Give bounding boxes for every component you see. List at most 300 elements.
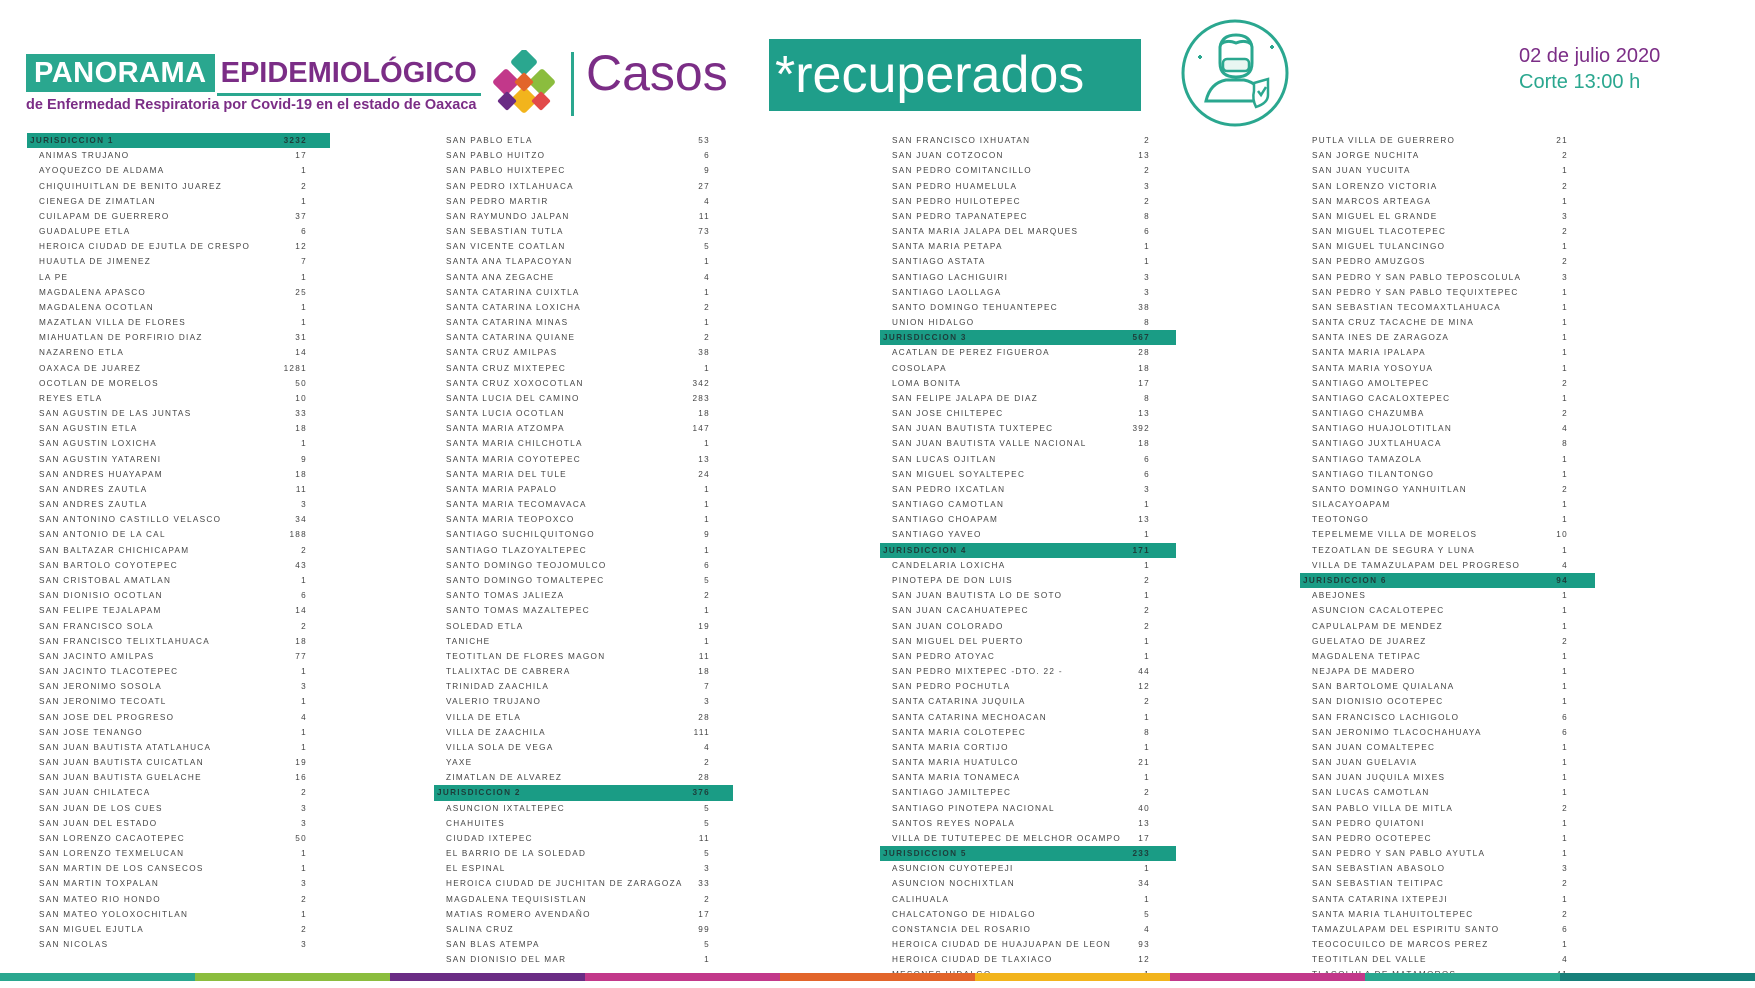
table-row — [880, 831, 1176, 846]
municipality-name: SAN MARTIN TOXPALAN — [39, 879, 160, 889]
table-row — [1300, 634, 1595, 649]
municipality-name: SAN FELIPE TEJALAPAM — [39, 606, 162, 616]
recovered-count: 18 — [698, 667, 710, 677]
recovered-count: 1 — [1562, 773, 1568, 783]
municipality-name: CIENEGA DE ZIMATLAN — [39, 196, 156, 206]
recovered-count: 2 — [1144, 196, 1150, 206]
municipality-name: HEROICA CIUDAD DE EJUTLA DE CRESPO — [39, 242, 251, 252]
municipality-name: TANICHE — [446, 636, 491, 646]
recovered-count: 1 — [1562, 651, 1568, 661]
table-row — [27, 330, 330, 345]
recovered-count: 8 — [1144, 727, 1150, 737]
table-row — [434, 330, 733, 345]
recovered-count: 14 — [295, 348, 307, 358]
municipality-name: VILLA DE TAMAZULAPAM DEL PROGRESO — [1312, 560, 1521, 570]
municipality-name: SAN ANTONIO DE LA CAL — [39, 530, 166, 540]
recovered-count: 21 — [1138, 758, 1150, 768]
table-row — [27, 831, 330, 846]
recovered-count: 3 — [1144, 287, 1150, 297]
table-row — [27, 573, 330, 588]
table-row — [1300, 361, 1595, 376]
recovered-count: 188 — [289, 530, 307, 540]
recovered-count: 12 — [1138, 682, 1150, 692]
municipality-name: TEZOATLAN DE SEGURA Y LUNA — [1312, 545, 1476, 555]
municipality-name: SANTIAGO LAOLLAGA — [892, 287, 1002, 297]
table-row — [1300, 876, 1595, 891]
municipality-name: SAN ANDRES ZAUTLA — [39, 484, 148, 494]
recovered-count: 1 — [1562, 788, 1568, 798]
recovered-count: 34 — [1138, 879, 1150, 889]
recovered-count: 1 — [1144, 651, 1150, 661]
municipality-name: COSOLAPA — [892, 363, 947, 373]
recovered-count: 11 — [698, 211, 710, 221]
table-row — [27, 300, 330, 315]
municipality-name: SAN PABLO HUITZO — [446, 151, 546, 161]
recovered-count: 3 — [1144, 272, 1150, 282]
table-row — [27, 148, 330, 163]
recovered-count: 1 — [704, 287, 710, 297]
recovered-count: 73 — [698, 227, 710, 237]
recovered-count: 1 — [301, 575, 307, 585]
municipality-name: MATIAS ROMERO AVENDAÑO — [446, 909, 591, 919]
table-row — [434, 406, 733, 421]
recovered-count: 2 — [1144, 136, 1150, 145]
municipality-name: HUAUTLA DE JIMENEZ — [39, 257, 152, 267]
recovered-count: 1 — [704, 606, 710, 616]
table-row — [434, 922, 733, 937]
table-row — [880, 619, 1176, 634]
municipality-name: VILLA DE ZAACHILA — [446, 727, 546, 737]
recovered-count: 3 — [1144, 484, 1150, 494]
table-row — [880, 801, 1176, 816]
table-row — [27, 224, 330, 239]
municipality-name: SANTIAGO JAMILTEPEC — [892, 788, 1012, 798]
recovered-count: 1 — [301, 302, 307, 312]
recovered-count: 1 — [1562, 545, 1568, 555]
table-row — [1300, 330, 1595, 345]
table-row — [434, 179, 733, 194]
municipality-name: SANTIAGO CACALOXTEPEC — [1312, 393, 1451, 403]
municipality-name: SAN JERONIMO TECOATL — [39, 697, 167, 707]
jurisdiction-total: 171 — [1132, 545, 1150, 555]
table-row — [1300, 801, 1595, 816]
municipality-name: SANTIAGO CAMOTLAN — [892, 500, 1005, 510]
table-row — [434, 436, 733, 451]
recovered-count: 1 — [301, 196, 307, 206]
recovered-count: 283 — [692, 393, 710, 403]
table-row — [1300, 179, 1595, 194]
municipality-name: SAN JUAN BAUTISTA VALLE NACIONAL — [892, 439, 1087, 449]
table-row — [880, 710, 1176, 725]
recovered-count: 1 — [1562, 621, 1568, 631]
recovered-count: 18 — [1138, 439, 1150, 449]
municipality-name: SANTA CRUZ AMILPAS — [446, 348, 558, 358]
table-row — [880, 254, 1176, 269]
table-column-4 — [1300, 133, 1595, 983]
table-row — [27, 846, 330, 861]
table-row — [880, 421, 1176, 436]
table-row — [434, 831, 733, 846]
jurisdiction-total: 233 — [1132, 849, 1150, 859]
recovered-count: 11 — [698, 833, 710, 843]
municipality-name: SAN JUAN BAUTISTA LO DE SOTO — [892, 591, 1063, 601]
municipality-name: HEROICA CIUDAD DE TLAXIACO — [892, 955, 1053, 965]
municipality-name: SANTA MARIA PETAPA — [892, 242, 1003, 252]
municipality-name: SAN PEDRO HUAMELULA — [892, 181, 1018, 191]
recovered-count: 1 — [1144, 257, 1150, 267]
recovered-count: 1 — [704, 545, 710, 555]
municipality-name: TLALIXTAC DE CABRERA — [446, 667, 571, 677]
table-row — [434, 543, 733, 558]
municipality-name: SAN PEDRO IXTLAHUACA — [446, 181, 574, 191]
municipality-name: SANTA MARIA TONAMECA — [892, 773, 1021, 783]
municipality-name: SAN PEDRO HUILOTEPEC — [892, 196, 1021, 206]
color-stripe — [195, 973, 390, 981]
table-row — [1300, 922, 1595, 937]
recovered-count: 7 — [704, 682, 710, 692]
municipality-name: SANTA CATARINA MECHOACAN — [892, 712, 1047, 722]
table-row — [880, 133, 1176, 148]
recovered-count: 2 — [301, 924, 307, 934]
table-row — [880, 861, 1176, 876]
recovered-count: 1 — [301, 166, 307, 176]
table-row — [27, 892, 330, 907]
recovered-count: 1 — [704, 500, 710, 510]
recovered-count: 2 — [1562, 803, 1568, 813]
recovered-count: 1 — [301, 439, 307, 449]
table-row — [27, 725, 330, 740]
municipality-name: MAGDALENA TEQUISISTLAN — [446, 894, 587, 904]
recovered-count: 6 — [301, 591, 307, 601]
municipality-name: OAXACA DE JUAREZ — [39, 363, 142, 373]
recovered-count: 1 — [301, 742, 307, 752]
municipality-name: SANTIAGO ASTATA — [892, 257, 986, 267]
color-stripe — [1560, 973, 1755, 981]
recovered-count: 17 — [698, 909, 710, 919]
jurisdiction-name: JURISDICCION 6 — [1303, 575, 1387, 585]
table-row — [880, 285, 1176, 300]
recovered-count: 4 — [301, 712, 307, 722]
table-row — [1300, 376, 1595, 391]
recovered-count: 1 — [1562, 348, 1568, 358]
table-row — [434, 603, 733, 618]
jurisdiction-row — [27, 133, 330, 148]
municipality-name: SAN JOSE CHILTEPEC — [892, 409, 1004, 419]
table-row — [434, 694, 733, 709]
municipality-name: SAN PEDRO Y SAN PABLO TEQUIXTEPEC — [1312, 287, 1519, 297]
municipality-name: SALINA CRUZ — [446, 924, 514, 934]
color-stripe — [0, 973, 195, 981]
recovered-count: 3 — [704, 697, 710, 707]
municipality-name: SANTO DOMINGO TOMALTEPEC — [446, 575, 605, 585]
recovered-count: 2 — [704, 302, 710, 312]
table-row — [880, 755, 1176, 770]
municipality-name: SAN ANTONINO CASTILLO VELASCO — [39, 515, 222, 525]
municipality-name: SAN BLAS ATEMPA — [446, 940, 540, 950]
recovered-count: 1 — [1562, 894, 1568, 904]
recovered-count: 1 — [1562, 742, 1568, 752]
recovered-count: 1 — [1144, 530, 1150, 540]
municipality-name: SANTA ANA ZEGACHE — [446, 272, 555, 282]
recovered-count: 1 — [1144, 591, 1150, 601]
municipality-name: SAN PEDRO COMITANCILLO — [892, 166, 1032, 176]
recovered-count: 2 — [1562, 484, 1568, 494]
municipality-name: MAGDALENA TETIPAC — [1312, 651, 1422, 661]
table-row — [27, 482, 330, 497]
jurisdiction-name: JURISDICCION 5 — [883, 849, 967, 859]
municipality-name: REYES ETLA — [39, 393, 103, 403]
table-row — [27, 907, 330, 922]
recovered-count: 11 — [698, 651, 710, 661]
table-row — [27, 179, 330, 194]
table-row — [880, 179, 1176, 194]
municipality-name: NAZARENO ETLA — [39, 348, 125, 358]
municipality-name: SAN SEBASTIAN TEITIPAC — [1312, 879, 1445, 889]
municipality-name: EL ESPINAL — [446, 864, 506, 874]
municipality-name: SAN PEDRO MARTIR — [446, 196, 549, 206]
table-row — [434, 452, 733, 467]
table-row — [880, 649, 1176, 664]
table-row — [880, 725, 1176, 740]
recovered-count: 50 — [295, 833, 307, 843]
municipality-name: SAN PEDRO TAPANATEPEC — [892, 211, 1028, 221]
recovered-count: 50 — [295, 378, 307, 388]
municipality-name: SANTA MARIA JALAPA DEL MARQUES — [892, 227, 1079, 237]
report-date: 02 de julio 2020 — [1519, 45, 1661, 67]
municipality-name: SAN JERONIMO TLACOCHAHUAYA — [1312, 727, 1482, 737]
table-row — [1300, 254, 1595, 269]
recovered-count: 1 — [1562, 393, 1568, 403]
recovered-count: 2 — [301, 894, 307, 904]
recovered-count: 1 — [1562, 363, 1568, 373]
jurisdiction-total: 376 — [692, 788, 710, 798]
recovered-count: 7 — [301, 257, 307, 267]
table-row — [434, 725, 733, 740]
recovered-count: 31 — [295, 333, 307, 343]
recovered-count: 18 — [1138, 363, 1150, 373]
recovered-count: 16 — [295, 773, 307, 783]
table-row — [1300, 527, 1595, 542]
recovered-count: 1 — [704, 636, 710, 646]
recovered-count: 2 — [1562, 151, 1568, 161]
table-row — [880, 452, 1176, 467]
table-row — [27, 785, 330, 800]
table-row — [1300, 436, 1595, 451]
municipality-name: SAN AGUSTIN DE LAS JUNTAS — [39, 409, 192, 419]
recovered-count: 1 — [1562, 242, 1568, 252]
table-row — [434, 892, 733, 907]
table-row — [1300, 345, 1595, 360]
recovered-count: 1 — [1562, 196, 1568, 206]
table-row — [434, 907, 733, 922]
table-row — [434, 801, 733, 816]
jurisdiction-total: 94 — [1556, 575, 1568, 585]
recovered-count: 9 — [704, 530, 710, 540]
jurisdiction-name: JURISDICCION 1 — [30, 136, 114, 145]
table-row — [880, 512, 1176, 527]
municipality-name: VILLA SOLA DE VEGA — [446, 742, 554, 752]
municipality-name: PINOTEPA DE DON LUIS — [892, 575, 1013, 585]
municipality-name: SAN JUAN CACAHUATEPEC — [892, 606, 1029, 616]
recovered-count: 1 — [1144, 742, 1150, 752]
table-row — [1300, 892, 1595, 907]
recovered-count: 1 — [1562, 682, 1568, 692]
table-row — [434, 573, 733, 588]
recovered-count: 1 — [301, 667, 307, 677]
table-row — [1300, 785, 1595, 800]
table-row — [27, 163, 330, 178]
municipality-name: SAN PEDRO POCHUTLA — [892, 682, 1011, 692]
municipality-name: SAN JUAN GUELAVIA — [1312, 758, 1418, 768]
table-row — [880, 376, 1176, 391]
municipality-name: TAMAZULAPAM DEL ESPIRITU SANTO — [1312, 924, 1500, 934]
recovered-count: 6 — [704, 560, 710, 570]
municipality-name: SAN JUAN BAUTISTA GUELACHE — [39, 773, 202, 783]
recovered-count: 5 — [704, 242, 710, 252]
table-row — [1300, 679, 1595, 694]
municipality-name: SANTO DOMINGO TEHUANTEPEC — [892, 302, 1058, 312]
table-row — [27, 937, 330, 952]
table-row — [434, 224, 733, 239]
table-row — [434, 239, 733, 254]
table-row — [1300, 603, 1595, 618]
municipality-name: SANTA CATARINA JUQUILA — [892, 697, 1026, 707]
table-row — [1300, 391, 1595, 406]
municipality-name: SAN MATEO RIO HONDO — [39, 894, 161, 904]
municipality-name: ASUNCION CUYOTEPEJI — [892, 864, 1014, 874]
table-row — [434, 391, 733, 406]
municipality-name: SANTA MARIA DEL TULE — [446, 469, 567, 479]
recovered-count: 17 — [1138, 378, 1150, 388]
table-row — [434, 376, 733, 391]
table-row — [434, 861, 733, 876]
municipality-name: SAN MIGUEL SOYALTEPEC — [892, 469, 1026, 479]
recovered-count: 3 — [1562, 864, 1568, 874]
municipality-name: SAN MIGUEL EJUTLA — [39, 924, 145, 934]
table-row — [434, 512, 733, 527]
municipality-name: GUELATAO DE JUAREZ — [1312, 636, 1427, 646]
jurisdiction-total: 567 — [1132, 333, 1150, 343]
recovered-count: 1 — [1144, 500, 1150, 510]
table-column-3 — [880, 133, 1176, 983]
recovered-count: 4 — [704, 742, 710, 752]
table-row — [434, 467, 733, 482]
recovered-count: 17 — [295, 151, 307, 161]
table-row — [27, 452, 330, 467]
recovered-count: 93 — [1138, 940, 1150, 950]
recovered-count: 1 — [704, 515, 710, 525]
recovered-count: 2 — [704, 591, 710, 601]
recovered-count: 3 — [301, 818, 307, 828]
municipality-name: SANTA INES DE ZARAGOZA — [1312, 333, 1450, 343]
recovered-count: 1 — [1562, 515, 1568, 525]
recovered-count: 2 — [704, 894, 710, 904]
recovered-count: 18 — [295, 424, 307, 434]
recovered-count: 1 — [1562, 667, 1568, 677]
table-row — [880, 907, 1176, 922]
jurisdiction-total: 3232 — [283, 136, 307, 145]
municipality-name: SANTA ANA TLAPACOYAN — [446, 257, 573, 267]
table-row — [1300, 770, 1595, 785]
table-row — [880, 785, 1176, 800]
recovered-count: 28 — [698, 773, 710, 783]
table-row — [27, 270, 330, 285]
municipality-name: SAN LUCAS CAMOTLAN — [1312, 788, 1430, 798]
municipality-name: TEOTITLAN DEL VALLE — [1312, 955, 1427, 965]
municipality-name: AYOQUEZCO DE ALDAMA — [39, 166, 165, 176]
recovered-count: 27 — [698, 181, 710, 191]
table-row — [1300, 148, 1595, 163]
table-row — [27, 254, 330, 269]
table-row — [27, 285, 330, 300]
table-row — [1300, 209, 1595, 224]
table-row — [27, 876, 330, 891]
table-row — [1300, 664, 1595, 679]
municipality-name: SAN JERONIMO SOSOLA — [39, 682, 162, 692]
recovered-count: 1 — [301, 318, 307, 328]
table-row — [880, 876, 1176, 891]
municipality-name: SAN DIONISIO OCOTLAN — [39, 591, 163, 601]
municipality-name: SAN SEBASTIAN ABASOLO — [1312, 864, 1446, 874]
recovered-count: 10 — [295, 393, 307, 403]
table-row — [1300, 300, 1595, 315]
municipality-name: SANTA CATARINA MINAS — [446, 318, 569, 328]
municipality-name: SAN PEDRO IXCATLAN — [892, 484, 1006, 494]
municipality-name: SAN PEDRO MIXTEPEC -DTO. 22 - — [892, 667, 1063, 677]
recovered-count: 1 — [704, 955, 710, 965]
table-row — [27, 694, 330, 709]
recovered-count: 6 — [1144, 227, 1150, 237]
table-row — [1300, 163, 1595, 178]
municipality-name: SANTA MARIA HUATULCO — [892, 758, 1019, 768]
municipality-name: SAN JACINTO TLACOTEPEC — [39, 667, 179, 677]
municipality-name: SAN JUAN BAUTISTA ATATLAHUCA — [39, 742, 212, 752]
recovered-count: 13 — [1138, 409, 1150, 419]
recovered-count: 4 — [704, 196, 710, 206]
bottom-color-stripes — [0, 973, 1755, 981]
table-row — [434, 619, 733, 634]
color-stripe — [390, 973, 585, 981]
municipality-name: SAN PABLO HUIXTEPEC — [446, 166, 566, 176]
recovered-count: 6 — [1144, 469, 1150, 479]
municipality-name: SAN AGUSTIN LOXICHA — [39, 439, 157, 449]
table-row — [1300, 512, 1595, 527]
table-row — [27, 512, 330, 527]
municipality-name: SANTA MARIA TLAHUITOLTEPEC — [1312, 909, 1474, 919]
table-row — [27, 406, 330, 421]
municipality-name: SANTIAGO HUAJOLOTITLAN — [1312, 424, 1453, 434]
municipality-name: SAN RAYMUNDO JALPAN — [446, 211, 570, 221]
recovered-count: 1 — [1562, 333, 1568, 343]
recovered-count: 19 — [295, 758, 307, 768]
table-row — [880, 922, 1176, 937]
table-row — [27, 634, 330, 649]
recovered-count: 28 — [698, 712, 710, 722]
recovered-count: 2 — [1144, 166, 1150, 176]
report-cutoff-time: Corte 13:00 h — [1519, 71, 1641, 93]
recovered-count: 6 — [1562, 727, 1568, 737]
table-row — [880, 270, 1176, 285]
header — [0, 0, 1755, 125]
table-row — [434, 679, 733, 694]
recovered-count: 18 — [295, 469, 307, 479]
recovered-count: 1281 — [283, 363, 307, 373]
municipality-name: SAN JUAN DE LOS CUES — [39, 803, 163, 813]
table-row — [880, 345, 1176, 360]
jurisdiction-row — [880, 543, 1176, 558]
table-row — [434, 163, 733, 178]
municipality-name: NEJAPA DE MADERO — [1312, 667, 1416, 677]
